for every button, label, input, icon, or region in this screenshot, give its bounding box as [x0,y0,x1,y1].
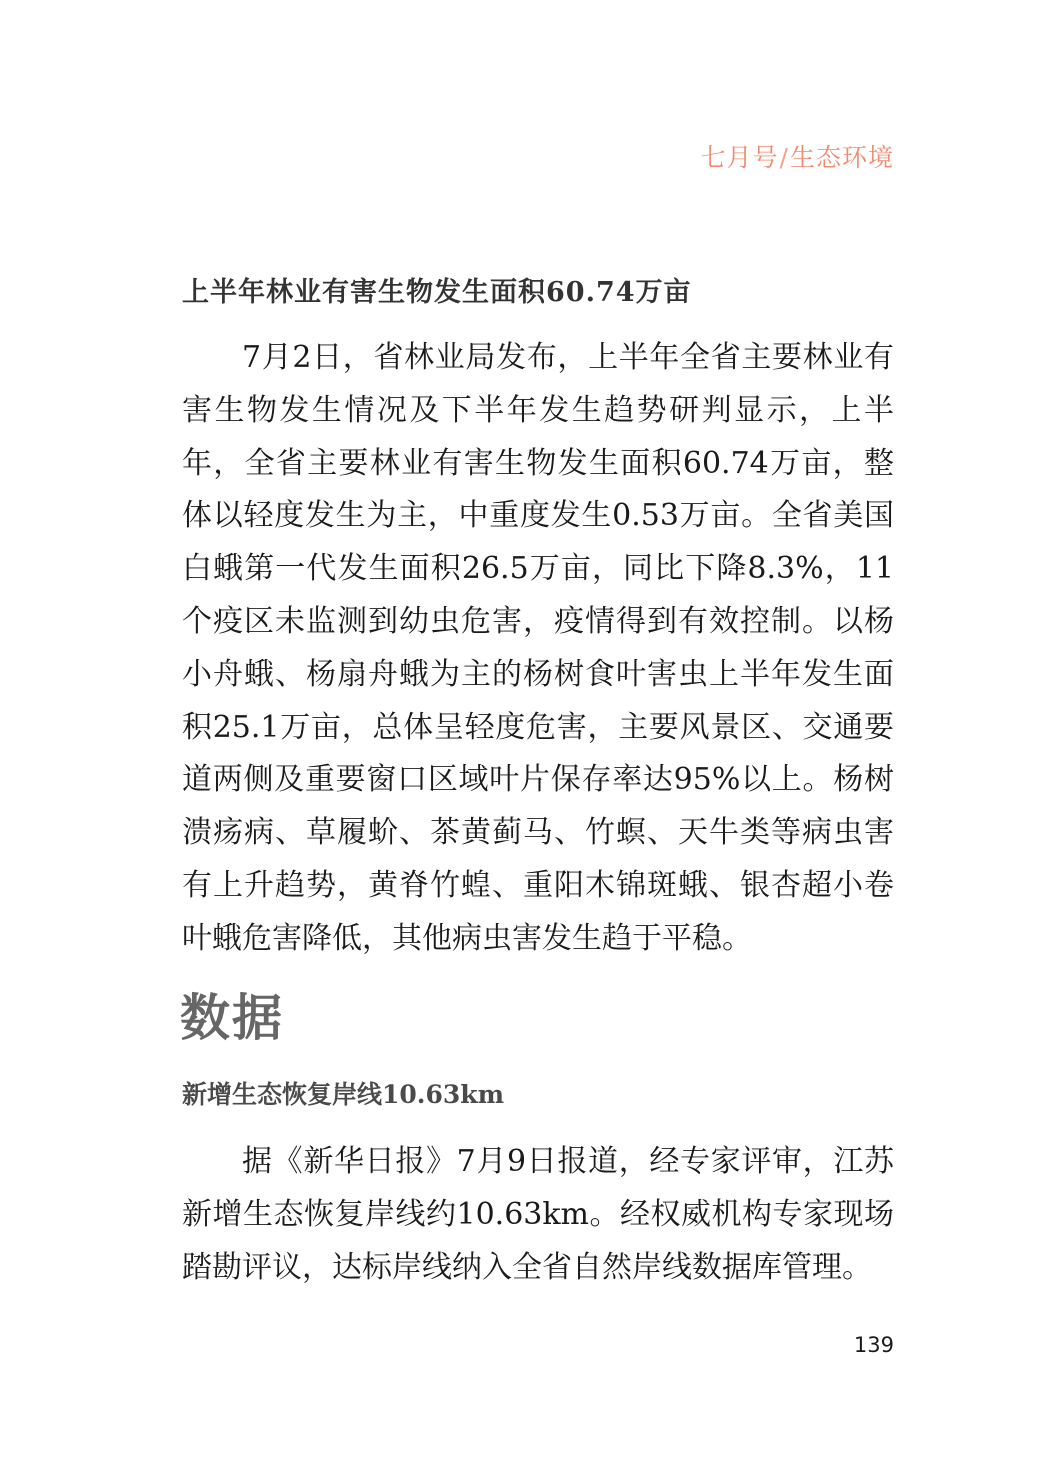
section-heading: 数据 [180,989,284,1047]
data-article-body: 据《新华日报》7月9日报道，经专家评审，江苏新增生态恢复岸线约10.63km。经权威机构专家现场踏勘评议，达标岸线纳入全省自然岸线数据库管理。 [182,1144,894,1285]
data-article-title: 新增生态恢复岸线10.63km [182,1080,505,1109]
header-section: 生态环境 [789,143,894,172]
header-separator: / [779,143,789,172]
page-number: 139 [853,1333,894,1357]
article-title: 上半年林业有害生物发生面积60.74万亩 [182,277,692,308]
header-month: 七月号 [700,143,779,172]
running-header [701,138,894,174]
article-body: 7月2日，省林业局发布，上半年全省主要林业有害生物发生情况及下半年发生趋势研判显示，上半年，全省主要林业有害生物发生面积60.74万亩，整体以轻度发生为主，中重度发生0.53万亩。全省美国白蛾第一代发生面积26.5万亩，同比下降8.3%，11个疫区未监测到幼虫危害，疫情得到有效控制。以杨小舟蛾、杨扇舟蛾为主的杨树食叶害虫上半年发生面积25.1万亩，总体呈轻度危害，主要风景区、交通要道两侧及重要窗口区域叶片保存率达95%以上。杨树溃疡病、草履蚧、茶黄蓟马、竹螟、天牛类等病虫害有上升趋势，黄脊竹蝗、重阳木锦斑蛾、银杏超小卷叶蛾危害降低，其他病虫害发生趋于平稳。 [182,340,894,956]
